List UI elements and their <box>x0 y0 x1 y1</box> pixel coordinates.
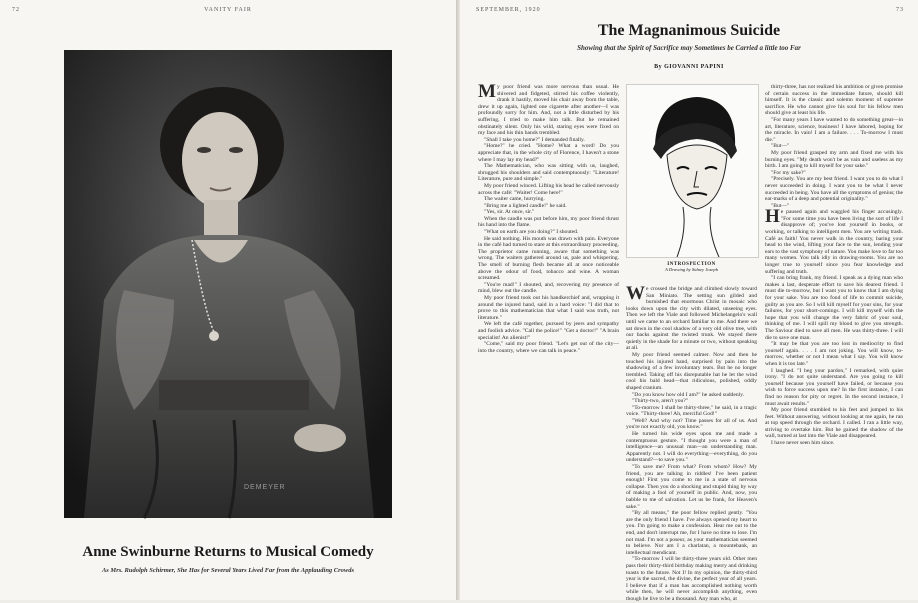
article-paragraph: We crossed the bridge and climbed slowly toward San Miniato. The setting sun gilded and burnished that enormous Christ in mosaic who looks down upon the city with dilated, unseeing eyes. Then we left the Viale and followed Michelangelo's wall until we came to an orchard familiar to me. And there we sat down in the cool shadow of a very old olive tree, with our backs against the twisted trunk. We stayed there quietly in the shade for a minute or two, without speaking at all. <box>626 283 757 352</box>
article-title: The Magnanimous Suicide <box>597 22 781 39</box>
article-paragraph: "To-morrow I will be thirty-three years old. Other men pass their thirty-third birthday making merry and drinking toasts to the future. Not I! In my opinion, the thirty-third year is the sacred, the divine, the perfect year of all years. I believe that if a man has accomplished nothing worth while then, he will never accomplish anything, even though he live to be a thousand. Any man who, at <box>626 556 757 602</box>
article-paragraph: My poor friend winced. Lifting his head he called nervously across the café: "Waiter! Come here!" <box>478 182 619 196</box>
illustration-credit: A Drawing by Sidney Joseph <box>665 267 718 272</box>
left-page <box>0 0 456 600</box>
article-paragraph: "By all means," the poor fellow replied gently. "You are the only friend I have. I've always opened my heart to you. I'm going to make a confession. Hear me out to the end, and don't interrupt me, for I have no time to lose. I'm not mad. I'm not a poseur, as your mathematician seemed to believe. Nor am I a charlatan, a mountebank, an intellectual mendicant. <box>626 510 757 556</box>
article-paragraph: "Come," said my poor friend. "Let's get out of the city—into the country, where we can talk in peace." <box>478 341 619 354</box>
introspection-illustration <box>626 84 759 258</box>
article-paragraph: He said nothing. His mouth was drawn with pain. Everyone in the café had turned to stare at this extraordinary proceeding. The proprietor came running, aware that something was wrong. The waiters gathered around us, pale and whispering. The smell of burning flesh became all at once noticeable above the odour of food, tobacco and wine. A woman screamed. <box>478 235 619 282</box>
article-paragraph: "Shall I take you home?" I demanded finally. <box>484 136 585 143</box>
article-paragraph: "I can bring frank, my friend. I speak as a dying man who makes a last, desperate effort to save his dearest friend. I must die to-morrow, but I want you to know that I am dying for your sake. You are too fond of life to commit suicide, guilty as you are. So I will kill myself for your sins, for your failures, for your short-comings. I will kill myself with the hope that you will change the very fabric of your soul, thinking of me. I will spill my blood to give you strength. The Saviour died to save all men. He was thirty-three. I will die to save one man. <box>765 275 903 341</box>
portrait-photograph <box>64 50 392 518</box>
article-paragraph: He turned his wide eyes upon me and made a contemptuous gesture. "I thought you were a man of intelligence—an unusual man—an understanding man. Apparently not. I will do everything—everything, do you understand?—to save you." <box>626 431 757 464</box>
article-paragraph: He paused again and waggled his finger accusingly. "For some time you have been living the sort of life I disapprove of; you've lost yourself in books, or working, or talking to intelligent men. You are writing trash. Café as faith! You never walk in the country, baring your head to the wind, lifting your face to the sun, lending your ears to the vast symphony of nature. You make love to far too many women. You talk idly in drawing-rooms. You are no longer true to yourself since you fear knowledge and suffering and truth. <box>765 206 903 275</box>
article-byline: By GIOVANNI PAPINI <box>654 64 724 70</box>
caption-subtitle: As Mrs. Rudolph Schirmer, She Has for Several Years Lived Far from the Applauding Crowds <box>101 567 355 574</box>
article-paragraph: "Well? And why not? Time passes for all of us. And you're not exactly old, you know." <box>626 417 757 431</box>
article-paragraph: "Do you know how old I am?" he asked suddenly. <box>632 391 745 398</box>
article-paragraph: I laughed. "I beg your pardon," I remarked, with quiet irony. "I do not quite understand. Are you going to kill yourself because you yourself have failed, or because you wish to force success upon me? In the first instance, I can find no reason for pity or regret. In the second instance, I must await results." <box>765 367 903 407</box>
article-paragraph: "What on earth are you doing?" I shouted. <box>484 229 579 236</box>
photographer-signature: DEMEYER <box>244 484 286 491</box>
article-paragraph: The Mathematician, who was sitting with us, laughed, shrugged his shoulders and said contemptuously: "Literature! Literature, pure and simple." <box>478 163 619 183</box>
article-paragraph: We left the café together, pursued by jeers and sympathy and foolish advice. "Call the police!" "Get a doctor!" "A brain specialist! An alienist!" <box>478 321 619 341</box>
article-paragraph: "Thirty-two, aren't you?" <box>632 398 689 405</box>
article-paragraph: My poor friend seemed calmer. Now and then he touched his injured hand, surprised by pain into the shadowing of a few involuntary tears. But he no longer trembled. Taking off his disreputable hat he let the wind cool his bald head—that ridiculous, polished, oddly shaped cranium. <box>626 351 757 391</box>
article-column-3 <box>765 84 903 596</box>
article-paragraph: The waiter came, hurrying. <box>484 196 545 203</box>
article-paragraph: "Bring me a lighted candle!" he said. <box>484 202 567 209</box>
article-column-2 <box>626 283 757 602</box>
article-subtitle: Showing that the Spirit of Sacrifice may Sometimes be Carried a little too Far <box>577 44 801 52</box>
article-paragraph: "But—" <box>771 202 790 209</box>
right-page <box>460 0 918 600</box>
article-paragraph: My poor friend stumbled to his feet and jumped to his feet. Without answering, without looking at me again, he ran at top speed through the orchard. I called. I ran a little way, striving to overtake him. But he gained the shadow of the wall, turned at last into the Viale and disappeared. <box>765 407 903 440</box>
right-page-number: 73 <box>896 7 904 13</box>
article-paragraph: My poor friend grasped my arm and fixed me with his burning eyes. "My death won't be as vain and useless as my birth. I am going to kill myself for your sake." <box>765 149 903 170</box>
left-page-number: 72 <box>12 7 20 13</box>
caption-title: Anne Swinburne Returns to Musical Comedy <box>82 544 374 560</box>
illustration-caption <box>626 262 757 273</box>
article-paragraph: I have never seen him since. <box>771 440 835 447</box>
article-paragraph: "For many years I have wanted to do something great—in art, literature, science, business! I have labored, hoping for the miracle. In vain! I am a failure. . . . To-morrow I must die." <box>765 116 903 143</box>
article-paragraph: "You're mad!" I shouted, and, recovering my presence of mind, blew out the candle. <box>478 281 619 295</box>
article-paragraph: thirty-three, has not realized his ambition or given promise of certain success in the immediate future, should kill himself. It is the classic and solemn moment of supreme sacrifice. He who cannot give his soul for his fellow men should give at least his life. <box>765 84 903 117</box>
article-paragraph: When the candle was put before him, my poor friend thrust his hand into the flame. <box>478 215 619 229</box>
article-paragraph: "To-morrow I shall be thirty-three," he said, in a tragic voice. "Thirty-three! Ah, merciful God!" <box>626 404 757 418</box>
illustration-title: INTROSPECTION <box>667 262 716 267</box>
magazine-running-head: VANITY FAIR <box>204 7 252 13</box>
article-paragraph: My poor friend took out his handkerchief and, wrapping it around the injured hand, said in a hard voice: "I did that to prove to this mathematician that what I said was truth, not literature." <box>478 295 619 321</box>
issue-date: SEPTEMBER, 1920 <box>476 7 541 13</box>
article-paragraph: "Home?" he cried. "Home? What a word! Do you appreciate that, in the whole city of Florence, I haven't a stone where I may lay my head?" <box>478 143 619 163</box>
article-paragraph: "Yes, sir. At once, sir." <box>484 209 535 216</box>
article-paragraph: My poor friend was more nervous than usual. He shivered and fidgeted, stirred his coffee violently, drank it hastily, moved his chair away from the table, drew it up again, lighted one cigarette after another—I was profoundly sorry for him. And, not a little disturbed by his suffering, I tried to make him talk. But he remained obstinately silent. Only his wild, staring eyes were fixed on my face and his thin hands trembled. <box>478 81 619 137</box>
article-paragraph: "It may be that you are too lost in mediocrity to find yourself again. . . . I am not joking. You will know, to-morrow, whether or not I mean what I say. You will know when it is too late." <box>765 341 903 367</box>
article-column-1 <box>478 81 619 596</box>
article-paragraph: "But—" <box>771 143 790 150</box>
article-paragraph: "For my sake?" <box>771 169 806 176</box>
article-paragraph: "Precisely. You are my best friend. I want you to do what I never succeeded in doing. I want you to be what I never succeeded in being. You have all the symptoms of genius; the ear-marks of a deep and potential originality." <box>765 176 903 203</box>
article-paragraph: "To save me? From what? From whom? How? My friend, you are talking in riddles! I've been patient enough! First you come to me in a state of nervous collapse. Then you do a shocking and stupid thing by way of making a fool of yourself in public. And, now, you babble to me of salvation. Let us be frank, for Heaven's sake." <box>626 464 757 510</box>
